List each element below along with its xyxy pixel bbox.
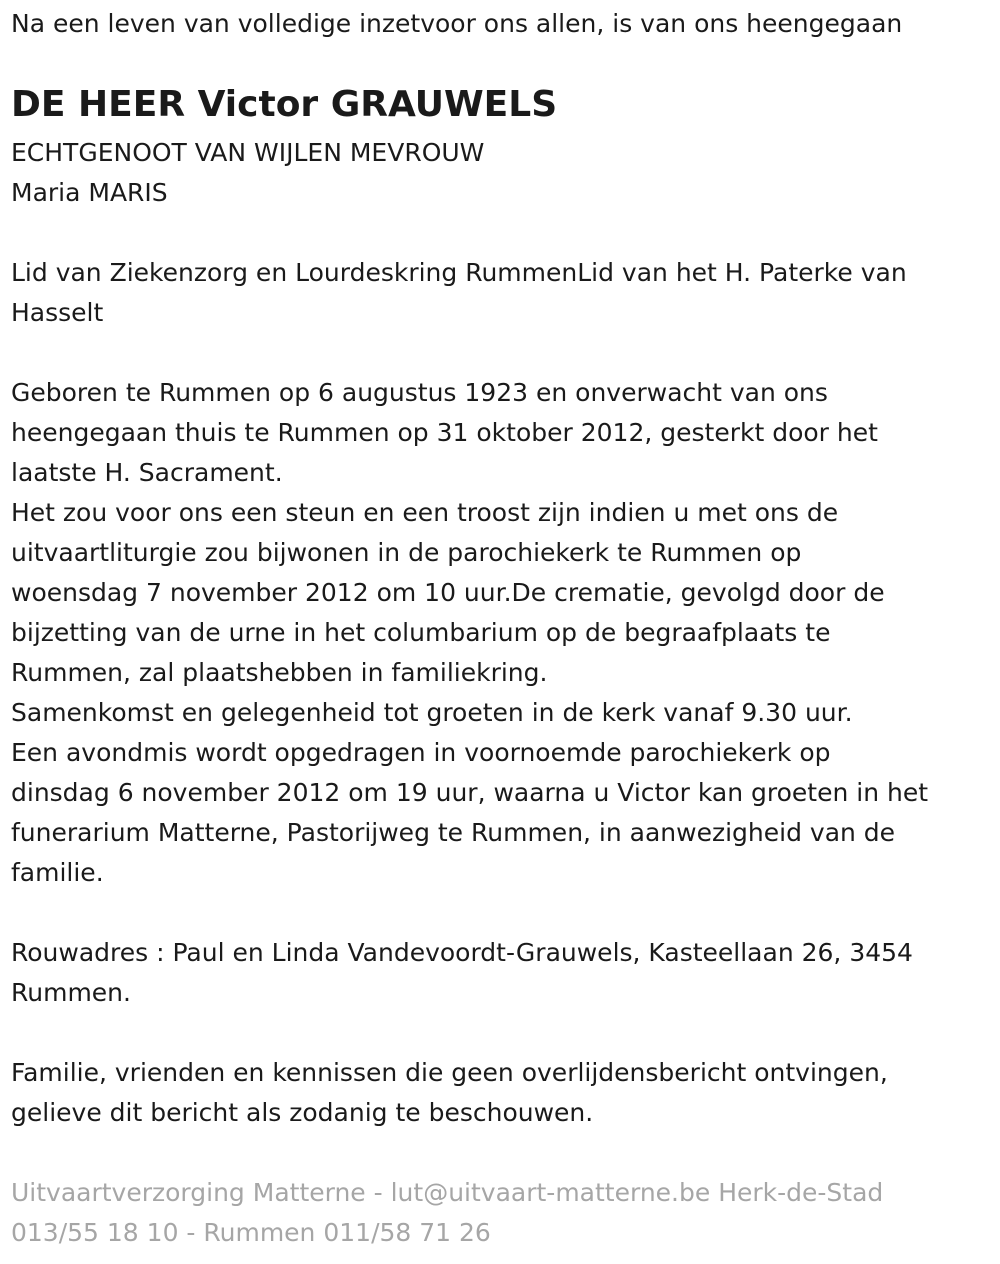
main-text-block bbox=[11, 373, 928, 893]
body-line: woensdag 7 november 2012 om 10 uur.De crematie, gevolgd door de bbox=[11, 578, 885, 607]
body-line: Rummen, zal plaatshebben in familiekring. bbox=[11, 658, 548, 687]
footer-line: Uitvaartverzorging Matterne - lut@uitvaart-matterne.be Herk-de-Stad bbox=[11, 1178, 884, 1207]
membership-block bbox=[11, 253, 907, 333]
footer-line: 013/55 18 10 - Rummen 011/58 71 26 bbox=[11, 1218, 491, 1247]
body-line: Geboren te Rummen op 6 augustus 1923 en onverwacht van ons bbox=[11, 378, 828, 407]
spouse-line: Maria MARIS bbox=[11, 178, 168, 207]
funeral-home-footer bbox=[11, 1173, 883, 1253]
spouse-block bbox=[11, 133, 484, 213]
family-note-line: Familie, vrienden en kennissen die geen overlijdensbericht ontvingen, bbox=[11, 1058, 888, 1087]
deceased-name: DE HEER Victor GRAUWELS bbox=[11, 84, 558, 125]
body-line: laatste H. Sacrament. bbox=[11, 458, 283, 487]
family-note-line: gelieve dit bericht als zodanig te beschouwen. bbox=[11, 1098, 594, 1127]
mourning-address-block bbox=[11, 933, 913, 1013]
body-line: dinsdag 6 november 2012 om 19 uur, waarna u Victor kan groeten in het bbox=[11, 778, 929, 807]
body-line: Het zou voor ons een steun en een troost zijn indien u met ons de bbox=[11, 498, 839, 527]
body-line: heengegaan thuis te Rummen op 31 oktober 2012, gesterkt door het bbox=[11, 418, 878, 447]
body-line: familie. bbox=[11, 858, 104, 887]
membership-line: Lid van Ziekenzorg en Lourdeskring RummenLid van het H. Paterke van bbox=[11, 258, 907, 287]
address-line: Rummen. bbox=[11, 978, 131, 1007]
address-line: Rouwadres : Paul en Linda Vandevoordt-Grauwels, Kasteellaan 26, 3454 bbox=[11, 938, 913, 967]
body-line: Samenkomst en gelegenheid tot groeten in de kerk vanaf 9.30 uur. bbox=[11, 698, 853, 727]
membership-line: Hasselt bbox=[11, 298, 104, 327]
body-line: funerarium Matterne, Pastorijweg te Rummen, in aanwezigheid van de bbox=[11, 818, 896, 847]
family-note-block bbox=[11, 1053, 888, 1133]
body-line: uitvaartliturgie zou bijwonen in de parochiekerk te Rummen op bbox=[11, 538, 802, 567]
spouse-line: ECHTGENOOT VAN WIJLEN MEVROUW bbox=[11, 138, 485, 167]
intro-text: Na een leven van volledige inzetvoor ons allen, is van ons heengegaan bbox=[11, 9, 903, 38]
body-line: Een avondmis wordt opgedragen in voornoemde parochiekerk op bbox=[11, 738, 831, 767]
body-line: bijzetting van de urne in het columbarium op de begraafplaats te bbox=[11, 618, 831, 647]
